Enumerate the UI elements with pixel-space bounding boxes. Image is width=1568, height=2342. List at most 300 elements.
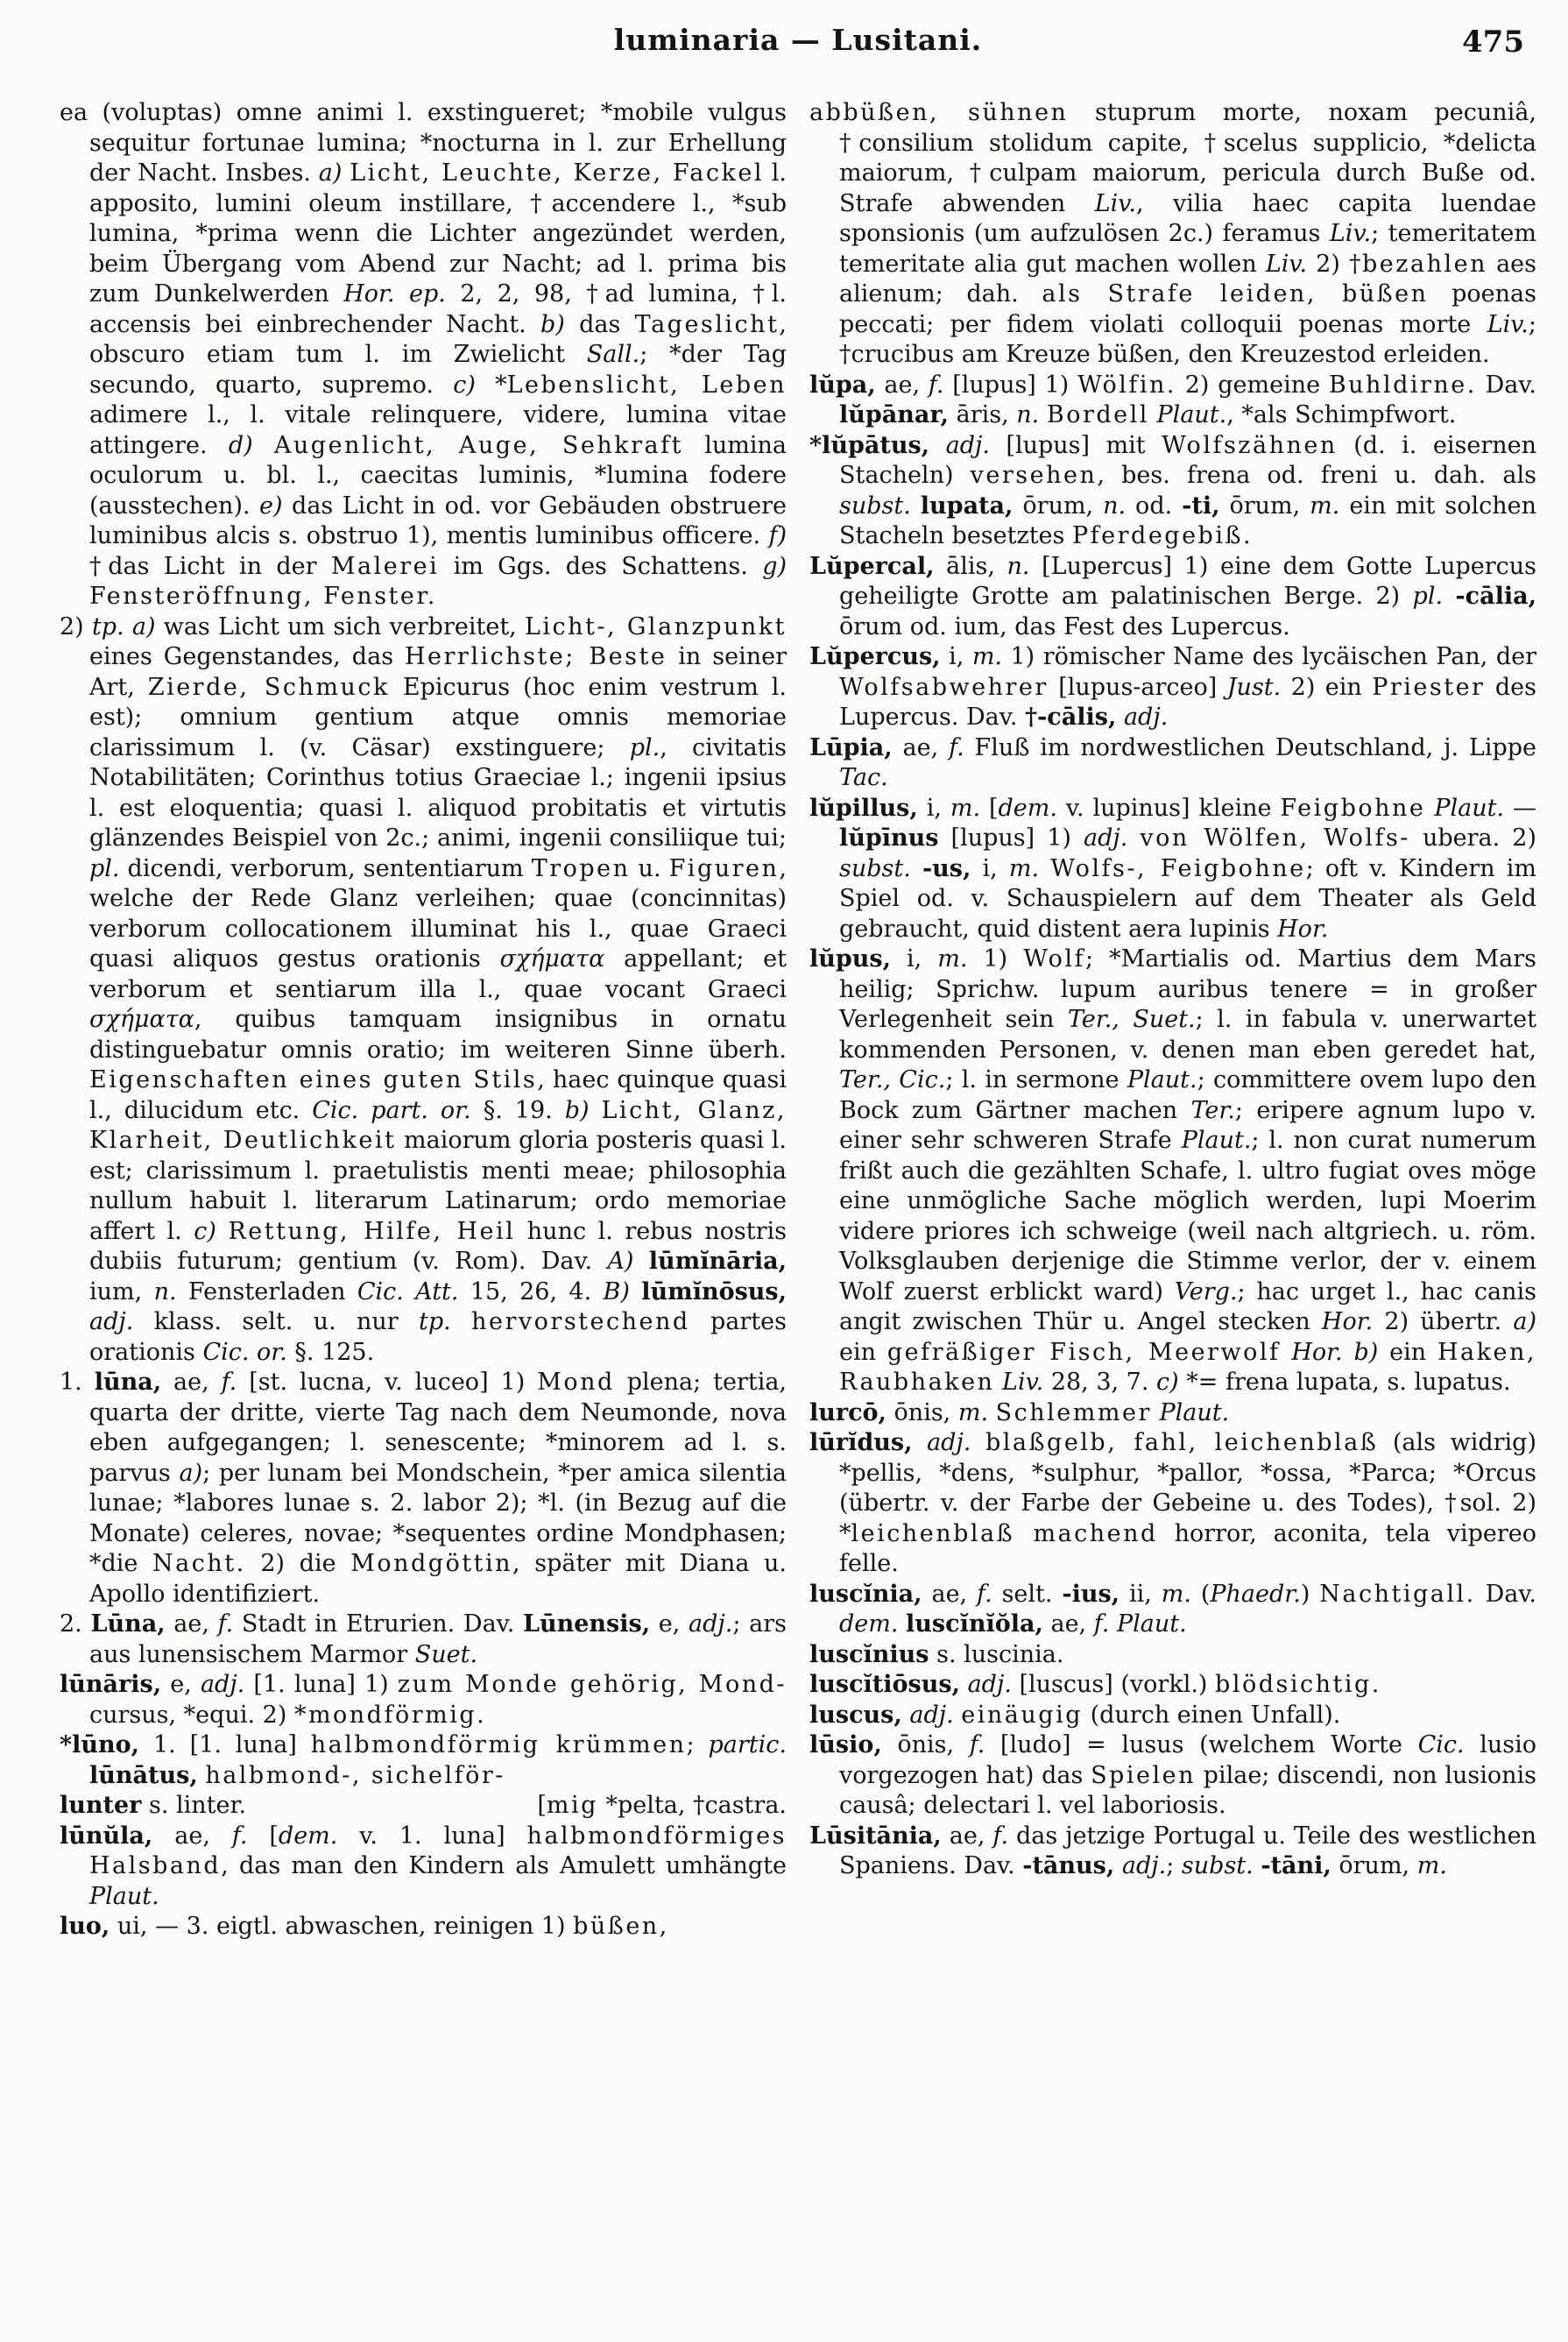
text-run: f. (977, 1580, 992, 1608)
text-run: f. (928, 371, 944, 399)
text-run: luscĭnĭŏla, (906, 1610, 1043, 1638)
text-run: f. (969, 1731, 985, 1758)
text-run: 1. (60, 1369, 95, 1396)
text-run: ōrum od. ium, das Fest des Lupercus. (839, 612, 1290, 640)
text-run: * (475, 371, 507, 399)
text-run: Liv. (1002, 1369, 1044, 1396)
text-run: Fluß im nordwestlichen Deutschland, j. Lippe (964, 733, 1537, 761)
text-run: lŭpus, (809, 945, 891, 973)
text-run: σχήματα (499, 945, 605, 973)
text-run: Lūna, (90, 1610, 166, 1638)
text-run: tp. a) (91, 612, 156, 640)
text-run: 2) ein (1281, 673, 1373, 701)
text-run: adj. (1121, 1852, 1167, 1879)
text-run: u. (630, 854, 669, 882)
text-run: Cic. Att. (357, 1277, 459, 1305)
text-run: 2) † (1307, 250, 1362, 278)
text-run: plena; tertia, quarta der dritte, vierte Tag nach dem Neumonde, nova eben aufgegangen; l. senescente; *minorem ad l. s. parvus (89, 1369, 788, 1487)
text-run (988, 1399, 996, 1426)
text-run: [Lupercus] 1) eine dem Gotte Lupercus geheiligte Grotte am palatinischen Berge. 2) (839, 552, 1536, 610)
text-run: horror, aconita, tela vipereo felle. (839, 1519, 1536, 1577)
text-run: m. (957, 1398, 989, 1426)
text-run: (als widrig) *pellis, *dens, *sulphur, *pallor, *ossa, *Parca; *Orcus (übertr. v. der Farbe der Gebeine u. des Todes), †sol. 2) * (839, 1429, 1536, 1547)
text-run: subst. (1181, 1852, 1254, 1879)
text-run: ; ars aus lunensischem Marmor (89, 1610, 788, 1668)
text-run: [1. luna] 1) (244, 1671, 398, 1698)
text-run: c) (194, 1217, 216, 1245)
text-run: Augenlicht, Auge, Sehkraft (273, 431, 683, 459)
text-run: 1. [1. luna] (139, 1731, 311, 1758)
text-run: ea (voluptas) omne animi l. exstingueret; *mobile vulgus sequitur fortunae lumina; *nocturna in l. zur Erhellung der Nacht. Insbes. (60, 99, 787, 187)
text-run: *lŭpātus, (809, 431, 930, 459)
text-run (1443, 583, 1455, 610)
text-run: n. (153, 1277, 177, 1305)
text-run: was Licht um sich verbreitet, (155, 612, 525, 640)
text-run: abbüßen, sühnen (809, 99, 1069, 126)
text-run: a) (318, 159, 343, 187)
text-run: †das Licht in der (89, 552, 331, 580)
text-run: [lupus] 1) (938, 824, 1084, 852)
text-run (911, 855, 922, 882)
entry-lupillus-lupinus (809, 794, 1536, 945)
text-run: lŭpānar, (839, 401, 950, 428)
text-run: Plaut. (1159, 1398, 1230, 1426)
text-run: 1) römischer Name des lycäischen Pan, der (1002, 643, 1536, 670)
text-run: Verg. (1174, 1277, 1238, 1305)
text-run: Lŭpercus, (809, 643, 941, 670)
text-run: ii, (1119, 1580, 1162, 1608)
text-run: eines Gegenstandes, das (89, 643, 405, 670)
text-run: a) (1513, 1308, 1536, 1335)
text-run: m. (950, 794, 981, 822)
text-run: Suet. (414, 1640, 478, 1668)
text-run: Fensteröffnung, Fenster. (89, 583, 437, 610)
text-run: Dav. (1475, 1580, 1536, 1608)
text-run: *mondförmig. (293, 1701, 487, 1729)
text-run: Hor. ep. (343, 280, 446, 308)
text-run: das jetzige Portugal u. Teile des westlichen Spaniens. Dav. (839, 1822, 1536, 1879)
text-run: adj. (89, 1308, 134, 1335)
text-run: m. (937, 945, 968, 973)
running-head: luminaria — Lusitani. (613, 23, 983, 57)
text-run: [ (537, 1792, 547, 1819)
text-run: Sall. (586, 341, 640, 368)
text-run: Liv. (1094, 189, 1136, 217)
text-run: lūrĭdus, (809, 1429, 913, 1456)
text-run: §. 125. (286, 1338, 375, 1366)
text-run: als Strafe leiden, büßen (1042, 280, 1429, 308)
text-run: ein (1378, 1338, 1438, 1366)
text-run: Wolfsabwehrer (839, 673, 1049, 701)
text-run: cursus, *equi. 2) (89, 1701, 294, 1729)
text-run: Eigenschaften eines guten Stils (89, 1066, 538, 1093)
text-run (898, 1610, 906, 1638)
text-run: -us, (922, 854, 971, 882)
text-run: ae, (941, 1822, 993, 1850)
text-run: f) (768, 522, 787, 549)
text-run: Plaut. (1156, 401, 1227, 428)
text-run: halbmondförmiges Halsband (89, 1822, 787, 1879)
entry-luo (60, 1912, 787, 1942)
text-run: ae, (922, 1580, 978, 1608)
text-run: 2) übertr. (1373, 1308, 1514, 1335)
text-run (1343, 1339, 1354, 1366)
text-run: [lupus] 1) (943, 371, 1078, 399)
text-run: , das man den Kindern als Amulett umhängte (221, 1852, 787, 1879)
text-run: gefräßiger Fisch, Meerwolf (886, 1338, 1281, 1366)
text-run: e, (650, 1610, 689, 1638)
text-run: dem. (998, 794, 1057, 822)
text-run: -cālia, (1455, 583, 1536, 610)
text-run: pl. (629, 733, 660, 761)
text-run: ae, (1042, 1610, 1094, 1638)
text-run: Spielen (1091, 1761, 1196, 1789)
text-run: ōrum, (1219, 492, 1310, 520)
text-run: i, (891, 945, 938, 973)
text-run (912, 1429, 927, 1456)
text-run: ōnis, (886, 1398, 958, 1426)
text-run: [lupus] mit (989, 431, 1162, 459)
text-run: n. (1103, 492, 1127, 520)
text-run: von Wölfen, Wolfs- (1140, 824, 1410, 852)
text-run: [ (980, 794, 999, 822)
text-run: Lūpia, (809, 733, 893, 761)
text-run: §. 19. (470, 1096, 565, 1124)
entry-lunter (60, 1791, 787, 1822)
text-run: Dav. (1476, 371, 1536, 399)
text-run: , haec quinque quasi l., dilucidum etc. (89, 1066, 787, 1124)
text-run: ; †crucibus am Kreuze büßen, den Kreuzestod erleiden. (839, 310, 1536, 368)
text-run: [lupus-arceo] (1048, 673, 1227, 701)
text-run: b) (1353, 1338, 1379, 1366)
text-run: σχήματα (89, 1006, 194, 1033)
entry-luna-2 (60, 1610, 787, 1670)
text-run: f. (992, 1822, 1009, 1850)
text-run (911, 492, 921, 520)
entry-lusio (809, 1730, 1536, 1822)
text-run: m. (1416, 1852, 1447, 1879)
text-run (971, 1429, 985, 1456)
text-run: Haken, Raubhaken (839, 1338, 1536, 1396)
entry-lupus (809, 945, 1536, 1398)
entry-luscinia (809, 1580, 1536, 1640)
text-run: hunc l. rebus nostris dubiis futurum; gentium (v. Rom). Dav. (89, 1217, 787, 1275)
text-run: ōnis, (881, 1731, 970, 1758)
text-run: lusio vorgezogen hat) das (839, 1731, 1536, 1789)
text-run: lŭpillus, (809, 794, 918, 822)
text-run: ae, (892, 733, 950, 761)
text-run: dicendi, verborum, sententiarum (119, 854, 532, 882)
text-run: f. (231, 1822, 248, 1850)
text-run (1109, 1610, 1117, 1638)
text-run: ; *der Tag secundo, quarto, supremo. (89, 341, 788, 399)
text-run: ; hac urget l., hac canis angit zwischen Thür u. Angel stecken (839, 1277, 1536, 1335)
text-run: leichenblaß machend (851, 1519, 1158, 1547)
text-run: Mond (537, 1369, 615, 1396)
text-run: einäugig (961, 1701, 1083, 1729)
text-run: Hor. (1291, 1338, 1343, 1366)
text-run: b) (540, 310, 565, 338)
text-run: ae, (165, 1610, 218, 1638)
text-run: in seiner Art, (89, 643, 787, 701)
text-run: †-cālis, (1024, 704, 1117, 731)
entry-luscus (809, 1701, 1536, 1731)
text-run (1149, 401, 1157, 428)
text-run: adj. (1083, 824, 1128, 852)
text-run: subst. (839, 492, 911, 520)
text-run: adj. (909, 1701, 954, 1729)
text-run: partic. (708, 1731, 787, 1758)
text-run: i, (917, 794, 950, 822)
text-run: partes orationis (89, 1308, 787, 1366)
text-run: ; (1166, 1852, 1182, 1879)
text-run: lurcō, (809, 1398, 886, 1426)
text-run: [st. lucna, v. luceo] 1) (237, 1369, 538, 1396)
text-run: lūna, (94, 1369, 162, 1396)
text-run: 1) (967, 945, 1024, 973)
text-run: ein (839, 1338, 887, 1366)
entry-luscitiosus (809, 1670, 1536, 1701)
text-run: bezahlen (1361, 250, 1487, 278)
text-run: adimere l., l. vitale relinquere, videre, lumina vitae attingere. (89, 401, 787, 459)
text-run: , später mit Diana u. Apollo identifiziert. (89, 1550, 788, 1608)
text-run: e) (259, 492, 283, 520)
text-run: lūmĭnāria, (648, 1248, 787, 1275)
text-run: zum Monde gehörig, Mond- (397, 1671, 788, 1698)
text-run: Bordell (1046, 401, 1149, 428)
text-run: Lebenslicht, Leben (506, 371, 787, 399)
text-run: lūnātus, (89, 1761, 198, 1789)
text-run: ; l. in sermone (945, 1066, 1127, 1093)
text-run: ; eripere agnum lupo v. einer sehr schweren Strafe (839, 1096, 1536, 1154)
text-run: ōrum, (1013, 492, 1104, 520)
text-run: Epicurus (hoc enim vestrum l. est); omnium gentium atque omnis memoriae clarissimum l. (v. Cäsar) exstinguere; (89, 673, 787, 761)
text-run: ; committere ovem lupo den Bock zum Gärtner machen (839, 1066, 1537, 1124)
text-run: (durch einen Unfall). (1083, 1701, 1341, 1729)
text-run: m. (1310, 492, 1340, 520)
text-run: āris, (949, 401, 1017, 428)
text-run: luscĭtiōsus, (809, 1671, 960, 1698)
text-run: , *als Schimpfwort. (1226, 401, 1457, 428)
text-run (954, 1702, 962, 1729)
text-run: m. (1161, 1580, 1191, 1608)
text-run: 2) (60, 612, 92, 640)
text-run: Zierde, Schmuck (147, 673, 390, 701)
text-run: ālis, (934, 552, 1007, 580)
text-run: ; l. non curat numerum frißt auch die gezählten Schafe, l. ultro fugiat oves möge eine unmögliche Sache möglich werden, lupi Moerim videre priores ich schweige (weil nach altgriech. u. röm. Volksglauben derjenige die Stimme verlor, der v. einem Wolf zuerst erblickt ward) (839, 1127, 1536, 1305)
text-run (1039, 401, 1047, 428)
text-run: -ius, (1062, 1580, 1120, 1608)
text-run: ( (1190, 1580, 1211, 1608)
text-run (929, 432, 946, 459)
text-run: Just. (1226, 673, 1282, 701)
text-run: Figuren (668, 854, 780, 882)
text-run: s. luscinia. (929, 1640, 1064, 1668)
text-run (451, 1308, 471, 1335)
split-right (537, 1791, 787, 1822)
text-run (994, 1369, 1002, 1396)
text-run (633, 1248, 648, 1275)
text-run: adj. (689, 1610, 733, 1638)
text-run: 2, 2, 98, †ad lumina, †l. accensis bei einbrechender Nacht. (89, 280, 787, 338)
text-run: ; per lunam bei Mondschein, *per amica silentia lunae; *labores lunae s. 2. labor 2); *l. (in Bezug auf die Monate) celeres, novae; *sequentes ordine Mondphasen; *die (89, 1459, 787, 1577)
entry-lupia (809, 733, 1536, 794)
text-run: c) (453, 371, 476, 399)
text-run: *lūno, (60, 1731, 140, 1758)
entry-lurco (809, 1398, 1536, 1429)
text-run: A) (607, 1248, 634, 1275)
text-run: f. (217, 1610, 234, 1638)
text-run: g) (762, 552, 788, 580)
entry-luscinius (809, 1640, 1536, 1671)
text-run: lupata, (920, 492, 1014, 520)
text-run: , obscuro etiam tum l. im Zwielicht (89, 310, 788, 368)
text-run: v. lupinus] kleine (1056, 794, 1281, 822)
text-run: Herrlichste; Beste (404, 643, 667, 670)
text-run: , bes. frena od. freni u. dah. als (1097, 462, 1536, 489)
text-run: ein mit solchen Stacheln besetztes (839, 492, 1536, 549)
text-run: Wölfin. (1077, 371, 1176, 399)
text-run: b) (564, 1096, 590, 1124)
text-run: ae, (875, 371, 929, 399)
text-run: Licht, Leuchte, Kerze, Fackel (350, 159, 764, 187)
entry-lumen-sense-2 (60, 612, 787, 1369)
text-run: Liv. (1487, 310, 1529, 338)
text-run (342, 159, 350, 187)
text-run: selt. (992, 1580, 1063, 1608)
text-run (1039, 855, 1050, 882)
text-run: i, (940, 643, 972, 670)
text-run: c) (1156, 1369, 1179, 1396)
text-run: ubera. 2) (1409, 824, 1536, 852)
text-run: Cic. (1417, 1731, 1465, 1758)
text-run: lumina oculorum u. bl. l., caecitas luminis, *lumina fodere (ausstechen). (89, 431, 787, 520)
text-run: -tāni, (1261, 1852, 1331, 1879)
text-run: a) (179, 1459, 203, 1487)
text-run: , civitatis Notabilitäten; Corinthus totius Graeciae l.; ingenii ipsius l. est eloquentia; quasi l. aliquod probitatis et virtutis glänzendes Beispiel von 2c.; animi, ingenii consiliique tui; (89, 733, 787, 852)
text-run: luscĭnius (809, 1640, 929, 1668)
text-run: n. (1016, 401, 1040, 428)
text-run: Ter., Cic. (839, 1066, 946, 1093)
text-run: Malerei (330, 552, 440, 580)
text-run: ae, (152, 1822, 232, 1850)
text-run: ; (686, 1731, 709, 1758)
text-run: Nachtigall. (1319, 1580, 1476, 1608)
text-run: Lūnensis, (522, 1610, 651, 1638)
text-run: 2) die (245, 1550, 351, 1577)
text-run: Fensterladen (176, 1277, 357, 1305)
text-run: f. (1093, 1610, 1110, 1638)
text-run: f. (221, 1369, 237, 1396)
text-run: halbmond-, sichelför- (205, 1761, 505, 1789)
text-run: f. (949, 733, 964, 761)
entry-luna-1 (60, 1368, 787, 1610)
text-run (960, 1671, 968, 1698)
text-run: adj. (967, 1671, 1012, 1698)
text-run: od. (1126, 492, 1183, 520)
text-run: das Licht in od. vor Gebäuden obstruere luminibus alcis s. obstruo 1), mentis luminibus officere. (89, 492, 787, 549)
text-run: blödsichtig. (1215, 1671, 1381, 1698)
text-run: büßen, (573, 1913, 669, 1940)
text-run: lūsio, (809, 1731, 882, 1758)
text-run: m. (1008, 854, 1040, 882)
text-run: Ter., Suet. (1067, 1006, 1196, 1033)
text-run: *= frena lupata, s. lupatus. (1178, 1369, 1511, 1396)
text-run: ; oft v. Kindern im Spiel od. v. Schauspielern auf dem Theater als Geld gebraucht, quid distent aera lupinis (839, 854, 1537, 943)
text-run: n. (1006, 552, 1030, 580)
text-run: ae, (161, 1369, 222, 1396)
text-run: Rettung, Hilfe, Heil (228, 1217, 516, 1245)
text-run: , vilia haec capita luendae sponsionis (um aufzulösen 2c.) feramus (839, 189, 1536, 247)
text-run: Tropen (531, 854, 631, 882)
text-run: -tānus, (1022, 1852, 1115, 1879)
text-run: luscĭnia, (809, 1580, 922, 1608)
entry-lunaris (60, 1670, 787, 1730)
entry-lupatus (809, 431, 1536, 552)
text-run: das (564, 310, 635, 338)
text-run (1116, 704, 1124, 731)
text-run: Lūsitānia, (809, 1822, 942, 1850)
text-run: , welche der Rede Glanz verleihen; quae (concinnitas) verborum collocationem illuminat his l., quae Graeci quasi aliquos gestus orationis (89, 854, 787, 973)
text-run: tp. (419, 1308, 451, 1335)
entry-lupa (809, 371, 1536, 431)
text-run: appellant; et verborum et sentiarum illa l., quae vocant Graeci (89, 945, 787, 1003)
text-run: Plaut. (1181, 1127, 1252, 1154)
text-run: halbmondförmig krümmen (310, 1731, 687, 1758)
text-run: Mondgöttin (350, 1550, 513, 1577)
text-run: maiorum gloria posteris quasi l. est; clarissimum l. praetulistis menti meae; philosophia nullum habuit l. literarum Latinarum; ordo memoriae affert l. (89, 1127, 787, 1245)
text-run: Cic. part. or. (312, 1096, 471, 1124)
text-run: adj. (945, 431, 990, 459)
text-run: 15, 26, 4. (458, 1277, 604, 1305)
split-left (60, 1791, 246, 1822)
text-run: ium, (89, 1277, 154, 1305)
text-run: ) (1300, 1580, 1320, 1608)
text-run: ōrum, (1331, 1852, 1417, 1879)
text-run: hervorstechend (471, 1308, 690, 1335)
text-run: versehen (970, 462, 1098, 489)
text-run: adj. (927, 1429, 971, 1456)
text-run: luo, (60, 1913, 110, 1940)
text-run: Licht-, Glanzpunkt (524, 612, 788, 640)
text-run (1280, 1339, 1291, 1366)
text-run: Liv. (1329, 220, 1372, 247)
text-run: ; *Martialis od. Martius dem Mars heilig; Sprichw. lupum auribus tenere = in großer Verlegenheit sein (839, 945, 1536, 1033)
text-run: Liv. (1265, 250, 1308, 278)
text-run: *pelta, †castra. (597, 1792, 787, 1819)
text-run: des Lupercus. Dav. (839, 673, 1536, 731)
text-run: pl. (89, 854, 120, 882)
text-run: Buhldirne. (1328, 371, 1477, 399)
text-run: blaßgelb, fahl, leichenblaß (985, 1429, 1379, 1456)
text-run: Nacht. (152, 1550, 246, 1577)
text-run: adj. (1123, 704, 1169, 731)
text-run: (d. i. eisernen Stacheln) (839, 431, 1536, 489)
text-run: klass. selt. u. nur (133, 1308, 420, 1335)
text-run: [ (247, 1822, 279, 1850)
text-run: Wolfs-, Feigbohne (1050, 854, 1306, 882)
text-run (590, 1097, 602, 1124)
text-run: 28, 3, 7. (1043, 1369, 1157, 1396)
text-run: aes alienum; dah. (839, 250, 1537, 308)
text-run: 2) gemeine (1176, 371, 1329, 399)
text-run: Feigbohne (1280, 794, 1426, 822)
text-run: luscus, (809, 1701, 902, 1729)
text-run: Plaut. (1434, 794, 1505, 822)
text-run: Plaut. (1116, 1610, 1187, 1638)
text-run: pl. (1412, 583, 1444, 610)
text-run: Wolf (1023, 945, 1086, 973)
